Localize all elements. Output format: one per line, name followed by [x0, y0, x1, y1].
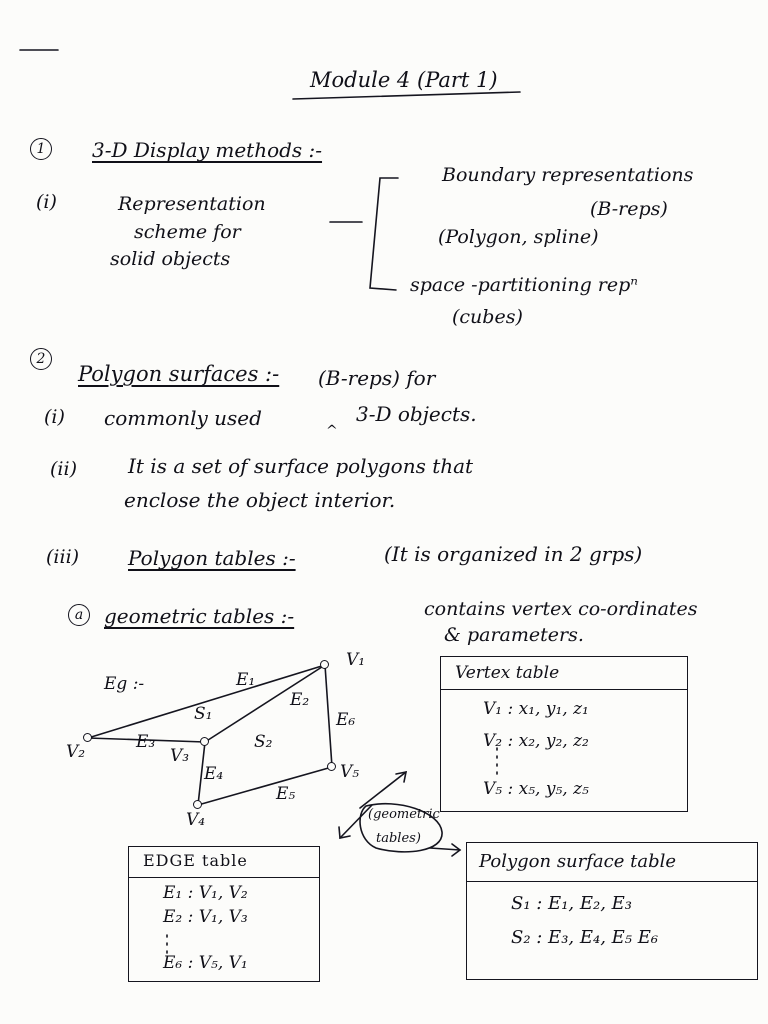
vertex-label-v1: V₁: [346, 650, 366, 670]
geometric-tables-line-2: & parameters.: [444, 624, 584, 646]
edge-table-row: E₂ : V₁, V₃: [163, 907, 248, 927]
polygon-table-title: Polygon surface table: [479, 851, 676, 872]
section-2-heading: Polygon surfaces :-: [78, 362, 280, 386]
geometric-tables-line-1: contains vertex co-ordinates: [424, 598, 698, 620]
representation-line-3: solid objects: [110, 248, 231, 270]
polygon-surface-table: [466, 842, 758, 980]
arrow-to-polygon-table: [430, 848, 460, 850]
vertex-table-row: V₂ : x₂, y₂, z₂: [483, 731, 589, 751]
vertex-point-v4: [193, 800, 202, 809]
vertex-point-v1: [320, 660, 329, 669]
geometric-note-line-1: (geometric: [368, 807, 440, 822]
boundary-rep-line-3: (Polygon, spline): [438, 226, 599, 248]
vertex-label-v3: V₃: [170, 746, 190, 766]
vertex-label-v4: V₄: [186, 810, 206, 830]
space-partitioning-line-1: space -partitioning repⁿ: [410, 274, 638, 296]
point-i-marker: (i): [44, 406, 65, 428]
page-title: Module 4 (Part 1): [310, 68, 498, 92]
edge-e6-line: [325, 665, 332, 767]
arrow-to-vertex-table: [360, 772, 406, 808]
polygon-table-row: S₁ : E₁, E₂, E₃: [511, 893, 633, 914]
vertex-table-row: V₅ : x₅, y₅, z₅: [483, 779, 589, 799]
polygon-table-header-rule: [467, 881, 757, 882]
point-iii-marker: (iii): [46, 546, 80, 568]
point-ii-marker: (ii): [50, 458, 77, 480]
edge-table: [128, 846, 320, 982]
representation-line-2: scheme for: [134, 221, 241, 243]
edge-label-e1: E₁: [236, 670, 256, 690]
arrowhead-edge: [339, 827, 350, 838]
vertex-point-v3: [200, 737, 209, 746]
representation-line-1: Representation: [118, 193, 266, 215]
point-ii-line-2: enclose the object interior.: [124, 488, 396, 512]
edge-label-e3: E₃: [136, 732, 156, 752]
vertex-table-header-rule: [441, 689, 687, 690]
geometric-tables-heading: geometric tables :-: [104, 604, 295, 628]
edge-label-e5: E₅: [276, 784, 296, 804]
edge-table-title: EDGE table: [143, 851, 248, 870]
vertex-point-v5: [327, 762, 336, 771]
section-1-number: 1: [30, 138, 52, 160]
vertex-table-title: Vertex table: [455, 663, 560, 683]
item-i-marker: (i): [36, 191, 57, 213]
vertex-label-v5: V₅: [340, 762, 360, 782]
vertex-table-row: V₁ : x₁, y₁, z₁: [483, 699, 589, 719]
subsection-a-marker: a: [68, 604, 90, 626]
vertex-table: [440, 656, 688, 812]
edge-label-e2: E₂: [290, 690, 310, 710]
section-1-heading: 3-D Display methods :-: [92, 138, 323, 162]
arrowhead-vertex: [396, 772, 406, 782]
title-underline: [293, 92, 520, 99]
polygon-tables-heading: Polygon tables :-: [128, 546, 296, 570]
space-partitioning-line-2: (cubes): [452, 306, 523, 328]
vertex-point-v2: [83, 733, 92, 742]
edge-table-row: E₁ : V₁, V₂: [163, 883, 248, 903]
polygon-table-row: S₂ : E₃, E₄, E₅ E₆: [511, 927, 659, 948]
section-2-number: 2: [30, 348, 52, 370]
edge-label-e4: E₄: [204, 764, 224, 784]
point-i-insert-caret: ^: [326, 423, 338, 439]
point-ii-line-1: It is a set of surface polygons that: [128, 454, 474, 478]
geometric-note-line-2: tables): [376, 831, 421, 846]
boundary-rep-line-2: (B-reps): [590, 198, 668, 220]
vertex-label-v2: V₂: [66, 742, 86, 762]
edge-table-header-rule: [129, 877, 319, 878]
point-i-text-2: 3-D objects.: [356, 402, 477, 426]
polygon-tables-note: (It is organized in 2 grps): [384, 542, 643, 566]
surface-label-s2: S₂: [254, 732, 273, 752]
point-i-text: commonly used: [104, 406, 262, 430]
edge-table-row: E₆ : V₅, V₁: [163, 953, 248, 973]
boundary-rep-line-1: Boundary representations: [442, 164, 694, 186]
bracket: [370, 178, 398, 290]
arrowhead-polygon: [452, 844, 460, 856]
surface-label-s1: S₁: [194, 704, 213, 724]
section-2-heading-tail: (B-reps) for: [318, 366, 436, 390]
edge-label-e6: E₆: [336, 710, 356, 730]
example-label: Eg :-: [104, 674, 145, 694]
